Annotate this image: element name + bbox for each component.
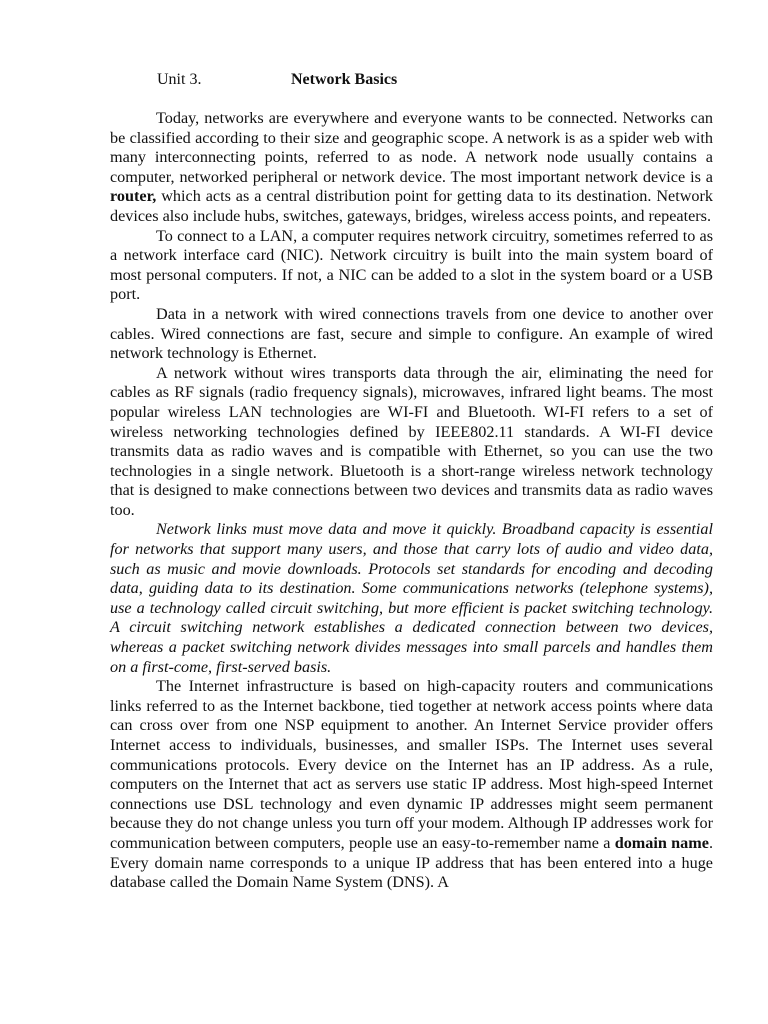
paragraph-network-links: Network links must move data and move it quickly. Broadband capacity is essential for networks that support many users, and those that carry lots of audio and video data, such as music and movie downloads. Protocols set standards for encoding and decoding data, guiding data to its destination. Some communications networks (telephone systems), use a technology called circuit switching, but more efficient is packet switching technology. A circuit switching network establishes a dedicated connection between two devices, whereas a packet switching network divides messages into small parcels and handles them on a first-come, first-served basis. — [110, 520, 713, 676]
term-domain-name: domain name — [614, 833, 709, 852]
unit-heading — [157, 70, 397, 90]
unit-number: Unit 3. — [157, 71, 202, 88]
document-body — [110, 109, 713, 893]
paragraph-internet-infrastructure: The Internet infrastructure is based on high-capacity routers and communications links referred to as the Internet backbone, tied together at network access points where data can cross over from one NSP equipment to another. An Internet Service provider offers Internet access to individuals, businesses, and smaller ISPs. The Internet uses several communications protocols. Every device on the Internet has an IP address. As a rule, computers on the Internet that act as servers use static IP address. Most high-speed Internet connections use DSL technology and even dynamic IP addresses might seem permanent because they do not change unless you turn off your modem. Although IP addresses work for communication between computers, people use an easy-to-remember name a domain name. Every domain name corresponds to a unique IP address that has been entered into a huge database called the Domain Name System (DNS). A — [110, 677, 713, 892]
paragraph-networks-intro: Today, networks are everywhere and everyone wants to be connected. Networks can be classified according to their size and geographic scope. A network is as a spider web with many interconnecting points, referred to as node. A network node usually contains a computer, networked peripheral or network device. The most important network device is a router, which acts as a central distribution point for getting data to its destination. Network devices also include hubs, switches, gateways, bridges, wireless access points, and repeaters. — [110, 109, 713, 225]
paragraph-lan-connection: To connect to a LAN, a computer requires network circuitry, sometimes referred to as a network interface card (NIC). Network circuitry is built into the main system board of most personal computers. If not, a NIC can be added to a slot in the system board or a USB port. — [110, 226, 713, 304]
paragraph-wired-connections: Data in a network with wired connections travels from one device to another over cables. Wired connections are fast, secure and simple to configure. An example of wired network technology is Ethernet. — [110, 304, 713, 363]
unit-title: Network Basics — [291, 71, 398, 88]
paragraph-wireless-networks: A network without wires transports data through the air, eliminating the need for cables as RF signals (radio frequency signals), microwaves, infrared light beams. The most popular wireless LAN technologies are WI-FI and Bluetooth. WI-FI refers to a set of wireless networking technologies defined by IEEE802.11 standards. A WI-FI device transmits data as radio waves and is compatible with Ethernet, so you can use the two technologies in a single network. Bluetooth is a short-range wireless network technology that is designed to make connections between two devices and transmits data as radio waves too. — [110, 363, 713, 519]
term-router: router, — [110, 187, 157, 206]
